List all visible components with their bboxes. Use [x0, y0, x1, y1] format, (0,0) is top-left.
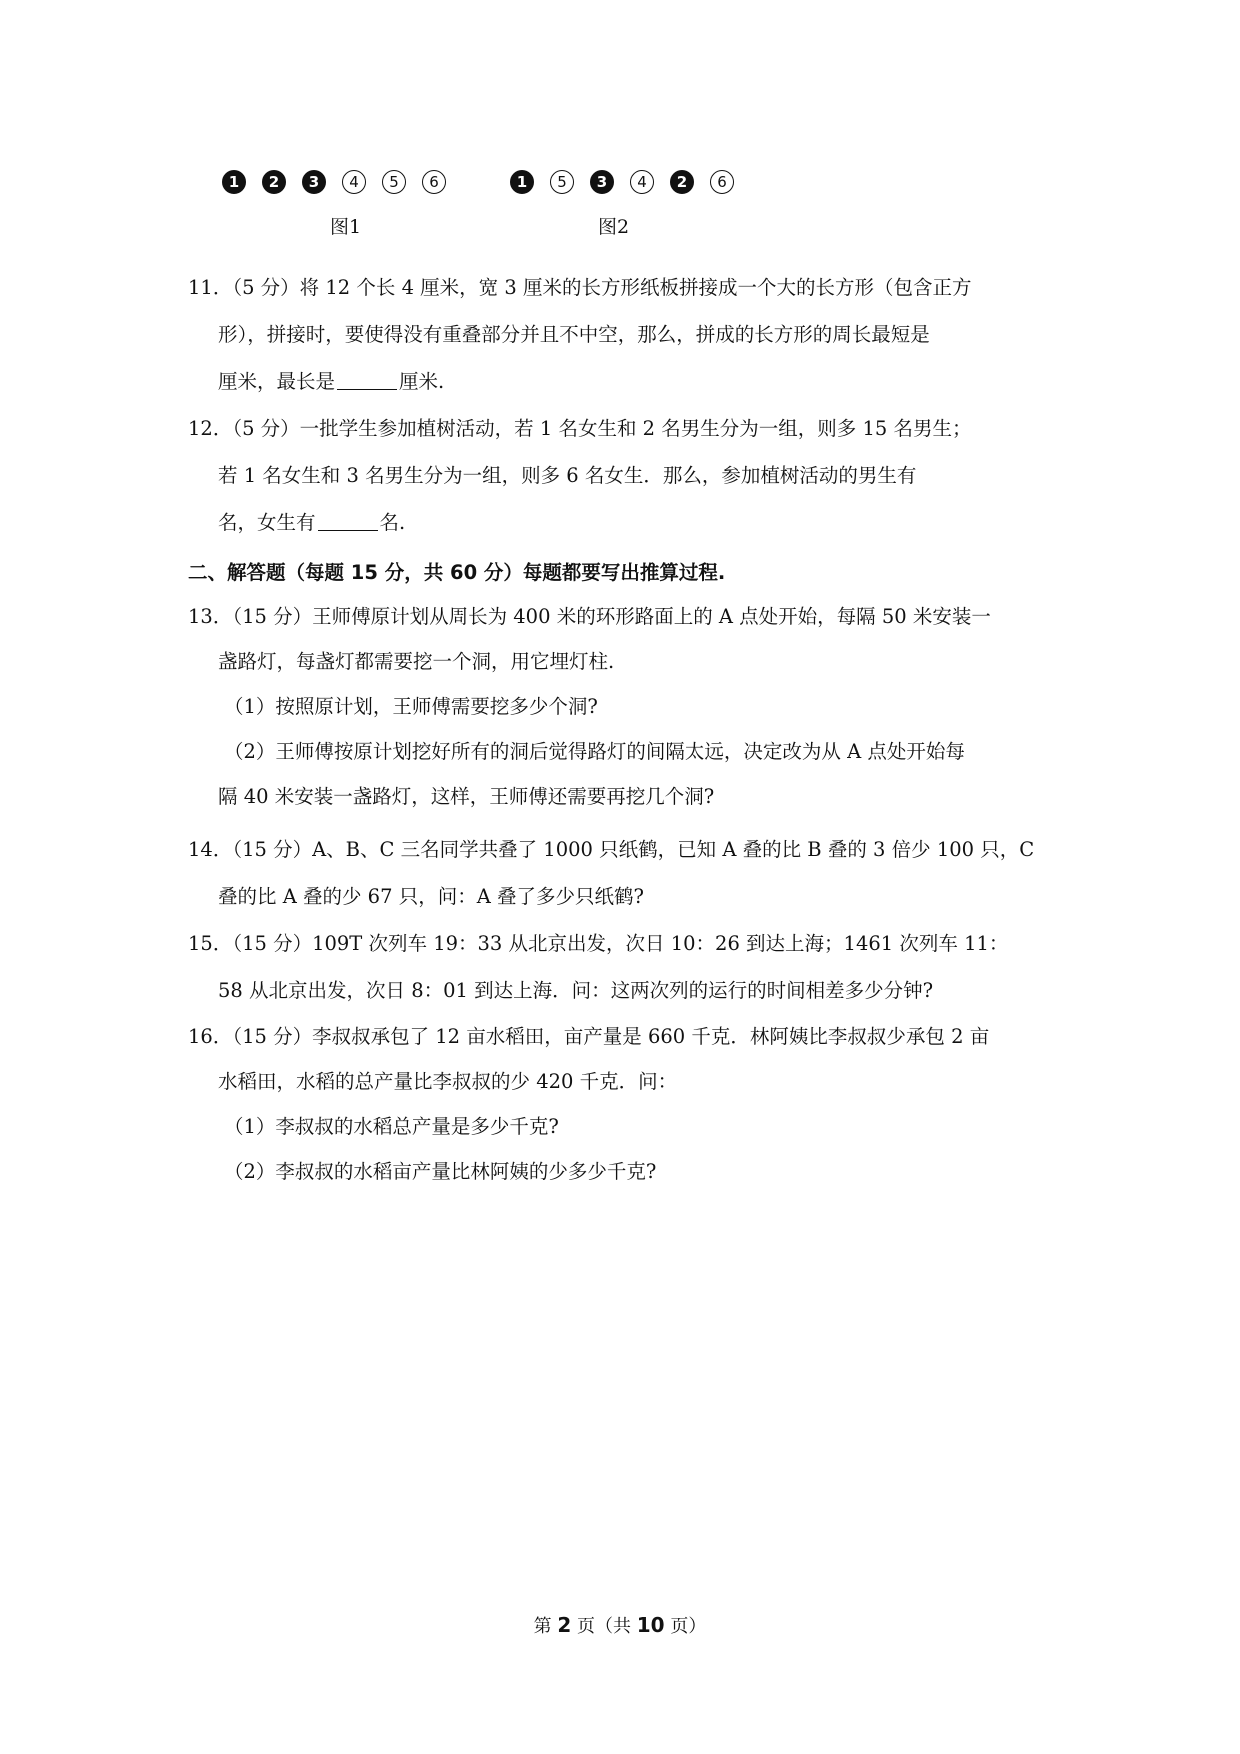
figure-2-circles — [510, 164, 750, 200]
question-11-text-a: 厘米，最长是 — [218, 370, 336, 393]
answer-blank — [318, 510, 378, 531]
question-13 — [188, 594, 1058, 819]
footer-page-number: 2 — [557, 1613, 572, 1637]
question-12-text-a: 名，女生有 — [218, 511, 316, 534]
question-12-text-b: 名. — [379, 511, 406, 534]
footer-prefix: 第 — [533, 1616, 558, 1637]
question-12-line-1: 12．（5 分）一批学生参加植树活动，若 1 名女生和 2 名男生分为一组，则多 15 名男生； — [188, 417, 972, 440]
footer-middle: 页（共 — [571, 1616, 637, 1637]
fig2-circle-hollow: 6 — [710, 170, 734, 194]
figure-1-caption: 图1 — [330, 216, 362, 238]
fig2-circle-filled: 3 — [590, 170, 614, 194]
question-11 — [188, 264, 1058, 405]
question-16-line-2: 水稻田，水稻的总产量比李叔叔的少 420 千克．问： — [218, 1070, 678, 1093]
question-11-line-2: 形），拼接时，要使得没有重叠部分并且不中空，那么，拼成的长方形的周长最短是 — [218, 323, 930, 346]
question-12 — [188, 405, 1058, 546]
fig2-circle-filled: 1 — [510, 170, 534, 194]
answer-blank — [337, 369, 397, 390]
fig1-circle-hollow: 5 — [382, 170, 406, 194]
question-16-sub-2: （2）李叔叔的水稻亩产量比林阿姨的少多少千克? — [224, 1160, 657, 1183]
figure-2-caption: 图2 — [598, 216, 630, 238]
question-11-text-b: 厘米. — [399, 370, 445, 393]
question-15-line-2: 58 从北京出发，次日 8：01 到达上海．问：这两次列的运行的时间相差多少分钟? — [218, 979, 934, 1002]
fig1-circle-filled: 3 — [302, 170, 326, 194]
question-12-line-2: 若 1 名女生和 3 名男生分为一组，则多 6 名女生．那么，参加植树活动的男生有 — [218, 464, 917, 487]
fig1-circle-filled: 2 — [262, 170, 286, 194]
question-13-sub-1: （1）按照原计划，王师傅需要挖多少个洞? — [224, 695, 598, 718]
question-14 — [188, 826, 1058, 920]
fig1-circle-hollow: 4 — [342, 170, 366, 194]
footer-total-pages: 10 — [636, 1613, 665, 1637]
fig1-circle-filled: 1 — [222, 170, 246, 194]
question-16-line-1: 16．（15 分）李叔叔承包了 12 亩水稻田，亩产量是 660 千克．林阿姨比李叔叔少承包 2 亩 — [188, 1025, 990, 1048]
question-13-sub-2a: （2）王师傅按原计划挖好所有的洞后觉得路灯的间隔太远，决定改为从 A 点处开始每 — [224, 740, 965, 763]
question-13-line-2: 盏路灯，每盏灯都需要挖一个洞，用它埋灯柱. — [218, 650, 615, 673]
figure-1-circles — [222, 164, 462, 200]
fig1-circle-hollow: 6 — [422, 170, 446, 194]
question-15 — [188, 920, 1058, 1014]
fig2-circle-hollow: 5 — [550, 170, 574, 194]
fig2-circle-filled: 2 — [670, 170, 694, 194]
footer-suffix: 页） — [664, 1616, 707, 1637]
question-15-line-1: 15．（15 分）109T 次列车 19：33 从北京出发，次日 10：26 到达上海；1461 次列车 11： — [188, 932, 1009, 955]
question-16 — [188, 1014, 1058, 1194]
question-13-sub-2b: 隔 40 米安装一盏路灯，这样，王师傅还需要再挖几个洞? — [218, 785, 715, 808]
question-12-line-3 — [188, 499, 1058, 546]
question-14-line-1: 14．（15 分）A、B、C 三名同学共叠了 1000 只纸鹤，已知 A 叠的比 B 叠的 3 倍少 100 只，C — [188, 838, 1035, 861]
fig2-circle-hollow: 4 — [630, 170, 654, 194]
question-13-line-1: 13．（15 分）王师傅原计划从周长为 400 米的环形路面上的 A 点处开始，每隔 50 米安装一 — [188, 605, 991, 628]
section-2-heading: 二、解答题（每题 15 分，共 60 分）每题都要写出推算过程. — [188, 561, 726, 584]
question-11-line-1: 11．（5 分）将 12 个长 4 厘米，宽 3 厘米的长方形纸板拼接成一个大的长方形（包含正方 — [188, 276, 972, 299]
page-footer — [0, 1612, 1240, 1638]
question-16-sub-1: （1）李叔叔的水稻总产量是多少千克? — [224, 1115, 559, 1138]
question-11-line-3 — [188, 358, 1058, 405]
question-14-line-2: 叠的比 A 叠的少 67 只，问：A 叠了多少只纸鹤? — [218, 885, 644, 908]
